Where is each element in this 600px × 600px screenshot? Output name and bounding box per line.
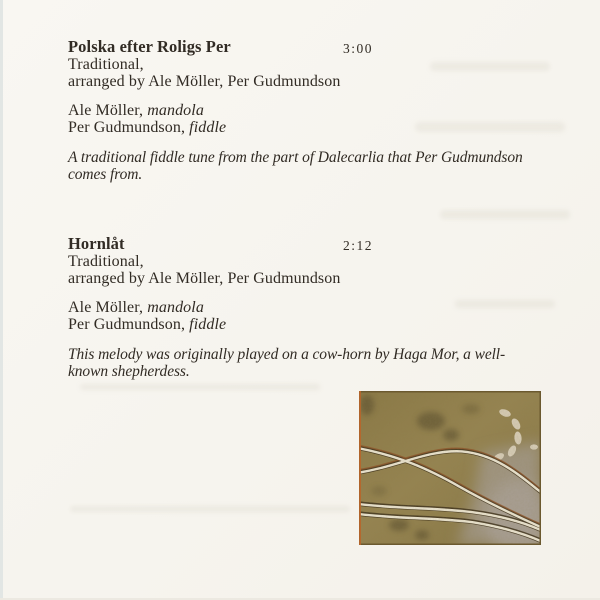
description-line: known shepherdess.	[68, 363, 190, 380]
description-line: This melody was originally played on a cow-horn by Haga Mor, a well-	[68, 346, 506, 363]
track-title-row	[68, 38, 568, 56]
crossed-strings-photo-art	[359, 391, 541, 545]
musician-instrument: fiddle	[189, 119, 227, 136]
crossed-strings-photo	[359, 391, 541, 545]
track-entry-2	[68, 235, 568, 380]
track-title: Hornlåt	[68, 234, 125, 253]
personnel-line	[68, 299, 568, 316]
scan-edge-left	[0, 0, 3, 600]
track-description	[68, 346, 568, 380]
track-entry-1	[68, 38, 568, 183]
showthrough-smudge	[440, 210, 570, 219]
musician-instrument: fiddle	[189, 316, 227, 333]
personnel-list	[68, 102, 568, 136]
musician-instrument: mandola	[147, 102, 204, 119]
musician-name: Ale Möller,	[68, 299, 144, 316]
track-title-row	[68, 235, 568, 253]
musician-name: Per Gudmundson,	[68, 119, 186, 136]
track-title: Polska efter Roligs Per	[68, 37, 231, 56]
track-credit-arranger: arranged by Ale Möller, Per Gudmundson	[68, 73, 341, 90]
showthrough-smudge	[70, 506, 350, 512]
description-line: A traditional fiddle tune from the part of Dalecarlia that Per Gudmundson	[68, 149, 523, 166]
track-description	[68, 149, 568, 183]
track-credit-arranger: arranged by Ale Möller, Per Gudmundson	[68, 270, 341, 287]
description-line: comes from.	[68, 166, 143, 183]
personnel-line	[68, 119, 568, 136]
track-duration: 3:00	[343, 41, 374, 56]
track-duration: 2:12	[343, 238, 374, 253]
track-credit-tradition: Traditional,	[68, 56, 144, 73]
personnel-line	[68, 102, 568, 119]
musician-instrument: mandola	[147, 299, 204, 316]
personnel-line	[68, 316, 568, 333]
musician-name: Per Gudmundson,	[68, 316, 186, 333]
track-credit-tradition: Traditional,	[68, 253, 144, 270]
personnel-list	[68, 299, 568, 333]
showthrough-smudge	[80, 384, 320, 390]
musician-name: Ale Möller,	[68, 102, 144, 119]
